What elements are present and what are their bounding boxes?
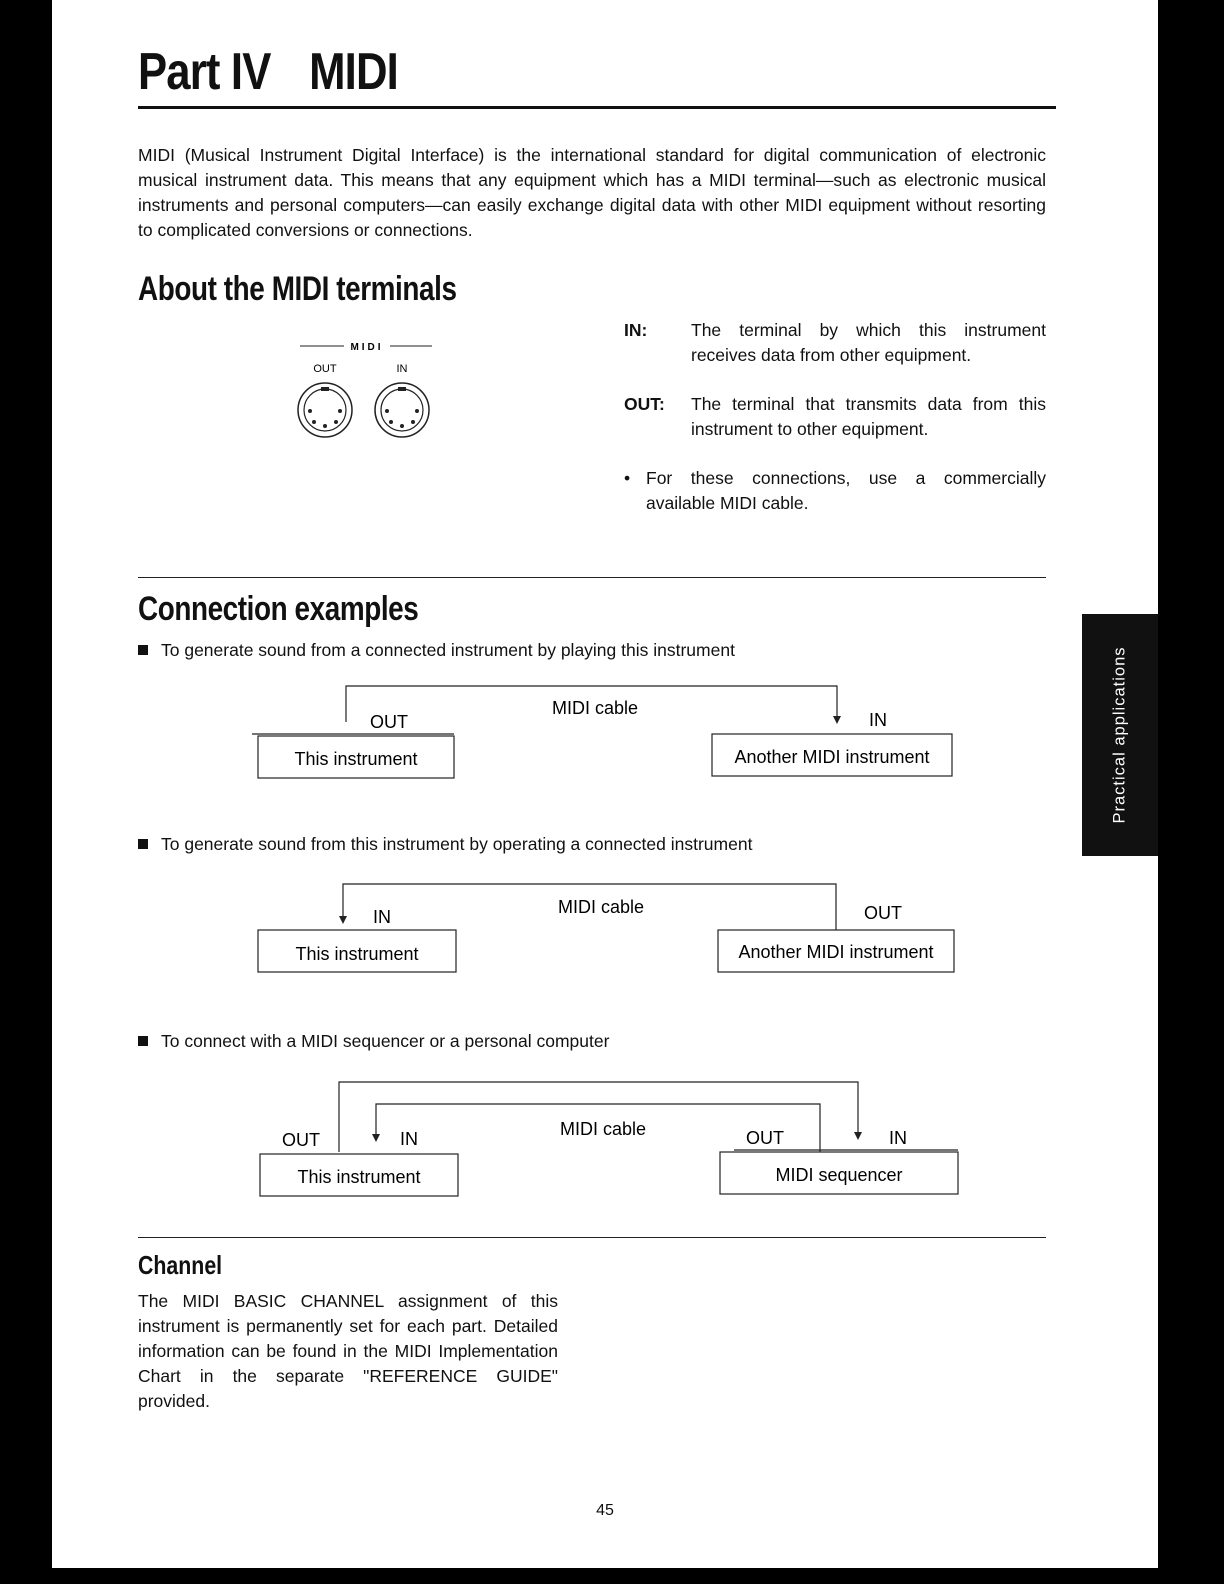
page-title	[138, 42, 398, 102]
example2-right-port: OUT	[864, 903, 902, 923]
example2-caption: To generate sound from this instrument by operating a connected instrument	[138, 834, 752, 855]
example3-right-in: IN	[889, 1128, 907, 1148]
out-term: OUT:	[624, 394, 665, 414]
example3-caption: To connect with a MIDI sequencer or a personal computer	[138, 1031, 609, 1052]
panel-midi-label: MIDI	[350, 342, 384, 353]
example3-right-out: OUT	[746, 1128, 784, 1148]
arrow-down-icon	[833, 716, 841, 724]
example3-left-out: OUT	[282, 1130, 320, 1150]
example2-cable-label: MIDI cable	[558, 897, 645, 917]
terminal-definitions	[624, 318, 1046, 516]
example1-right-port: IN	[869, 710, 887, 730]
section-divider	[138, 1237, 1046, 1238]
arrow-down-icon	[372, 1134, 380, 1142]
out-connector-icon	[298, 383, 352, 437]
panel-in-label: IN	[396, 363, 408, 375]
part-number: Part IV	[138, 43, 271, 101]
section-divider	[138, 577, 1046, 578]
bullet-dot-icon: •	[624, 468, 631, 488]
example1-diagram	[242, 676, 962, 788]
out-description: The terminal that transmits data from this instrument to other equipment.	[691, 394, 1046, 439]
arrow-down-icon	[854, 1132, 862, 1140]
square-bullet-icon	[138, 839, 148, 849]
example2-left-port: IN	[373, 907, 391, 927]
channel-heading: Channel	[138, 1250, 223, 1280]
example1-left-port: OUT	[370, 712, 408, 732]
example1-caption: To generate sound from a connected instrument by playing this instrument	[138, 640, 735, 661]
example3-left-in: IN	[400, 1129, 418, 1149]
panel-out-label: OUT	[313, 363, 337, 375]
intro-paragraph: MIDI (Musical Instrument Digital Interface) is the international standard for digital communication of electronic musical instrument data. This means that any equipment which has a MIDI terminal—such as electronic musical instruments and personal computers—can easily exchange digital data with other MIDI equipment without resorting to complicated conversions or connections.	[138, 145, 1046, 240]
square-bullet-icon	[138, 645, 148, 655]
example1-cable-label: MIDI cable	[552, 698, 639, 718]
example1-right-device: Another MIDI instrument	[734, 747, 930, 767]
example3-right-device: MIDI sequencer	[775, 1165, 903, 1185]
side-tab-label: Practical applications	[1110, 646, 1129, 824]
terminals-heading: About the MIDI terminals	[138, 270, 457, 308]
midi-terminal-panel	[292, 334, 442, 444]
example3-diagram	[242, 1074, 962, 1202]
title-rule	[138, 106, 1056, 109]
example3-left-device: This instrument	[297, 1167, 421, 1187]
example2-diagram	[242, 874, 962, 978]
manual-page	[52, 0, 1158, 1568]
in-definition	[624, 318, 1046, 368]
cable-note	[624, 466, 1046, 516]
square-bullet-icon	[138, 1036, 148, 1046]
example2-left-device: This instrument	[295, 944, 419, 964]
connections-heading: Connection examples	[138, 590, 419, 628]
cable-note-text: For these connections, use a commercially available MIDI cable.	[646, 468, 1046, 513]
side-tab	[1082, 614, 1158, 856]
example2-right-device: Another MIDI instrument	[738, 942, 934, 962]
arrow-down-icon	[339, 916, 347, 924]
example1-left-device: This instrument	[294, 749, 418, 769]
in-connector-icon	[375, 383, 429, 437]
in-description: The terminal by which this instrument receives data from other equipment.	[691, 320, 1046, 365]
part-name: MIDI	[309, 43, 398, 101]
example3-cable-label: MIDI cable	[560, 1119, 647, 1139]
channel-paragraph: The MIDI BASIC CHANNEL assignment of this instrument is permanently set for each part. Detailed information can be found in the MIDI Implementation Chart in the separate "REFERENCE GUIDE" provided.	[138, 1291, 558, 1411]
out-definition	[624, 392, 1046, 442]
page-number: 45	[596, 1502, 614, 1519]
in-term: IN:	[624, 320, 648, 340]
